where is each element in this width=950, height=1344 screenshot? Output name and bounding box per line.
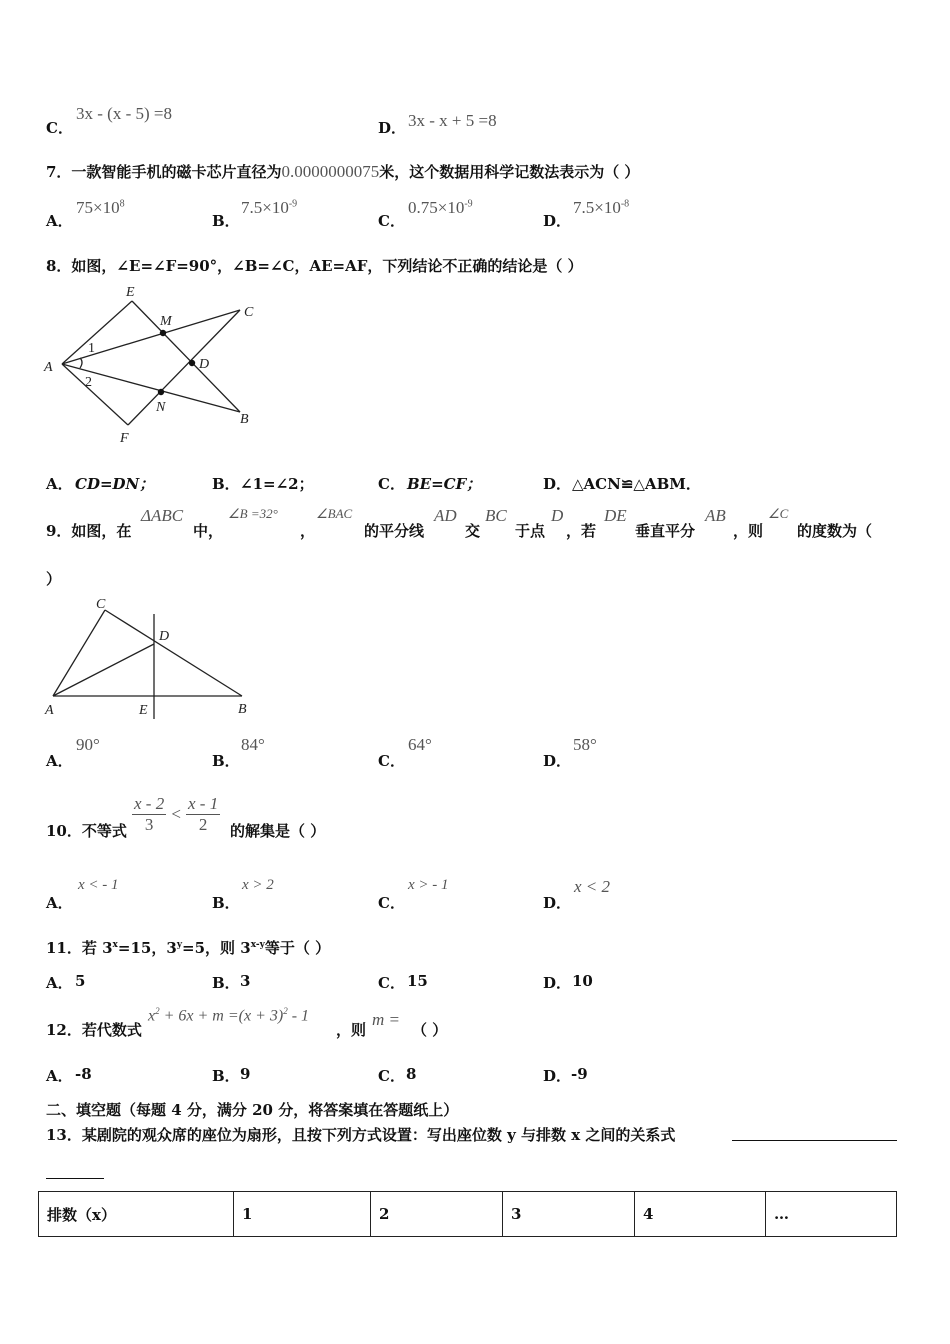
q13-table-cell-2: 2 bbox=[371, 1192, 503, 1237]
q9-p3: ， bbox=[300, 522, 316, 540]
q8-option-c-label: C． bbox=[378, 475, 405, 493]
q9-m5: BC bbox=[485, 506, 507, 525]
q9-figure bbox=[40, 594, 260, 724]
q9-option-c-value: 64° bbox=[408, 735, 432, 754]
q10-option-d-label: D． bbox=[543, 894, 572, 912]
q12-mid: ，则 bbox=[336, 1021, 367, 1039]
q9-p5: 交 bbox=[465, 522, 481, 540]
q13-answer-blank[interactable] bbox=[732, 1140, 897, 1141]
q13-stem: 13．某剧院的观众席的座位为扇形，且按下列方式设置：写出座位数 y 与排数 x 之间的关系式 bbox=[46, 1126, 676, 1144]
q9-m7: DE bbox=[604, 506, 627, 525]
q13-table-header-cell: 排数（x） bbox=[39, 1192, 234, 1237]
q9-m3: ∠BAC bbox=[316, 506, 353, 521]
q6-option-d-label: D． bbox=[378, 119, 407, 137]
q11-option-b-value: 3 bbox=[240, 972, 251, 990]
q11-option-c-label: C． bbox=[378, 974, 405, 992]
q7-option-d-value: $7.5\times 10^{-8}$ bbox=[573, 198, 630, 217]
q12-option-c-label: C． bbox=[378, 1067, 405, 1085]
q8-figure bbox=[40, 280, 270, 450]
q13-table-cell-3: 3 bbox=[503, 1192, 635, 1237]
q9-m9: ∠C bbox=[768, 506, 789, 521]
q12-option-a-label: A． bbox=[46, 1067, 73, 1085]
q13-table-cell-ellipsis: … bbox=[766, 1192, 897, 1237]
q8-label-b: B bbox=[240, 412, 249, 427]
q7-option-c-label: C． bbox=[378, 212, 405, 230]
q8-option-a-text: CD=DN； bbox=[75, 475, 155, 493]
q8-label-e: E bbox=[126, 285, 135, 300]
table-row bbox=[39, 1192, 897, 1237]
q9-p4: 的平分线 bbox=[364, 522, 425, 540]
q9-p2: 中， bbox=[193, 522, 224, 540]
q11-option-b-label: B． bbox=[212, 974, 240, 992]
q8-label-c: C bbox=[244, 305, 254, 320]
q11-stem: 11．若 $3^x=15$，$3^y=5$，则 3$^{x-y}$等于（ ） bbox=[46, 939, 331, 957]
q10-prefix: 10．不等式 bbox=[46, 822, 127, 840]
q8-option-b-label: B． bbox=[212, 475, 240, 493]
q9-p7: ，若 bbox=[566, 522, 597, 540]
q9-p1: 9．如图，在 bbox=[46, 522, 132, 540]
q9-p8: 垂直平分 bbox=[635, 522, 696, 540]
q9-option-a-value: 90° bbox=[76, 735, 100, 754]
q8-label-a: A bbox=[44, 360, 53, 375]
q7-option-a-label: A． bbox=[46, 212, 73, 230]
q13-table-cell-1: 1 bbox=[234, 1192, 371, 1237]
q10-option-a-value: x < - 1 bbox=[78, 877, 119, 893]
q9-m1: ΔABC bbox=[141, 506, 184, 525]
q6-option-c-label: C． bbox=[46, 119, 73, 137]
section2-title: 二、填空题（每题 4 分，满分 20 分，将答案填在答题纸上） bbox=[46, 1101, 459, 1119]
q12-suffix: （ ） bbox=[412, 1021, 448, 1039]
q7-number: 0.0000000075 bbox=[281, 162, 380, 181]
q12-m: m = bbox=[372, 1010, 400, 1029]
q10-option-b-value: x > 2 bbox=[242, 877, 274, 893]
q10-option-a-label: A． bbox=[46, 894, 73, 912]
q9-p6: 于点 bbox=[515, 522, 546, 540]
q10-inequality bbox=[132, 794, 220, 835]
q8-option-b-text: ∠1=∠2； bbox=[240, 475, 314, 493]
q12-expression: $x^2 + 6x + m =(x + 3)^2 - 1$ bbox=[148, 1006, 310, 1025]
q8-label-m: M bbox=[160, 314, 172, 329]
q6-option-d-expr: 3x - x + 5 =8 bbox=[408, 111, 497, 130]
q7-stem bbox=[46, 161, 639, 182]
q12-option-d-value: -9 bbox=[571, 1065, 588, 1083]
q13-answer-blank-continued[interactable] bbox=[46, 1178, 104, 1179]
q12-option-b-label: B． bbox=[212, 1067, 240, 1085]
q11-option-d-value: 10 bbox=[572, 972, 593, 990]
q10-op: < bbox=[171, 804, 181, 824]
q8-option-a-label: A． bbox=[46, 475, 73, 493]
q10-option-d-value: x < 2 bbox=[574, 877, 611, 896]
q11-option-a-label: A． bbox=[46, 974, 73, 992]
q10-suffix: 的解集是（ ） bbox=[230, 822, 326, 840]
q9-label-e: E bbox=[139, 703, 148, 718]
q12-prefix: 12．若代数式 bbox=[46, 1021, 142, 1039]
q7-option-c-value: $0.75\times 10^{-9}$ bbox=[408, 198, 473, 217]
q8-label-2: 2 bbox=[85, 375, 92, 390]
q12-option-d-label: D． bbox=[543, 1067, 572, 1085]
q8-label-1: 1 bbox=[88, 341, 95, 356]
q7-stem-a: 7．一款智能手机的磁卡芯片直径为 bbox=[46, 163, 282, 181]
q9-m2: ∠B =32° bbox=[228, 506, 278, 521]
q9-p10: 的度数为（ bbox=[797, 522, 873, 540]
q12-option-c-value: 8 bbox=[406, 1065, 417, 1083]
q7-option-d-label: D． bbox=[543, 212, 572, 230]
q8-stem: 8．如图，∠E=∠F=90°，∠B=∠C，AE=AF，下列结论不正确的结论是（ ） bbox=[46, 257, 583, 275]
q9-m6: D bbox=[551, 506, 564, 525]
q13-table-cell-4: 4 bbox=[635, 1192, 766, 1237]
q10-option-b-label: B． bbox=[212, 894, 240, 912]
q10-left-fraction: $\frac{x - 2}{3}$ bbox=[134, 794, 165, 834]
q9-label-a: A bbox=[45, 703, 54, 718]
q9-m8: AB bbox=[705, 506, 726, 525]
q7-option-a-value: $75\times 10^8$ bbox=[76, 198, 125, 217]
q13-table bbox=[38, 1191, 897, 1237]
q10-option-c-value: x > - 1 bbox=[408, 877, 449, 893]
q11-option-c-value: 15 bbox=[407, 972, 428, 990]
q9-label-d: D bbox=[159, 629, 170, 644]
q8-option-c-text: BE=CF； bbox=[407, 475, 482, 493]
q12-option-a-value: -8 bbox=[75, 1065, 92, 1083]
q8-option-d-label: D． bbox=[543, 475, 572, 493]
q11-option-d-label: D． bbox=[543, 974, 572, 992]
q9-close: ） bbox=[46, 570, 62, 588]
q12-option-b-value: 9 bbox=[240, 1065, 251, 1083]
q9-option-b-label: B． bbox=[212, 752, 240, 770]
q10-right-fraction: $\frac{x - 1}{2}$ bbox=[188, 794, 219, 834]
q8-label-f: F bbox=[120, 431, 129, 446]
q9-label-c: C bbox=[96, 597, 106, 612]
q9-option-d-value: 58° bbox=[573, 735, 597, 754]
q7-option-b-label: B． bbox=[212, 212, 240, 230]
q11-option-a-value: 5 bbox=[75, 972, 86, 990]
q9-option-c-label: C． bbox=[378, 752, 405, 770]
q8-label-n: N bbox=[156, 400, 166, 415]
q6-option-c-expr: 3x - (x - 5) =8 bbox=[76, 104, 172, 123]
q8-label-d: D bbox=[199, 357, 210, 372]
q9-m4: AD bbox=[434, 506, 457, 525]
q8-option-d-text: △ACN≌△ABM． bbox=[572, 475, 701, 493]
q9-label-b: B bbox=[238, 702, 247, 717]
q9-option-b-value: 84° bbox=[241, 735, 265, 754]
q9-option-a-label: A． bbox=[46, 752, 73, 770]
q9-p9: ，则 bbox=[733, 522, 764, 540]
q7-stem-b: 米，这个数据用科学记数法表示为（ ） bbox=[379, 163, 640, 181]
q7-option-b-value: $7.5\times 10^{-9}$ bbox=[241, 198, 298, 217]
q9-option-d-label: D． bbox=[543, 752, 572, 770]
q10-option-c-label: C． bbox=[378, 894, 405, 912]
